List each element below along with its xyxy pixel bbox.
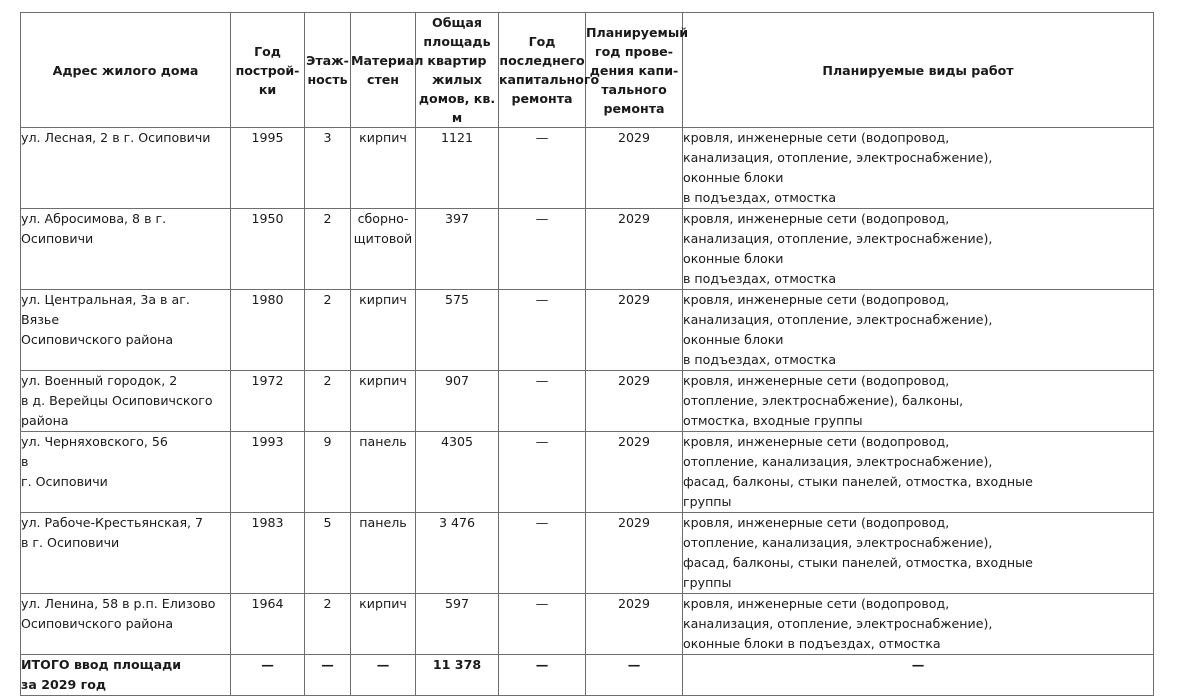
area-cell: 397 [416, 209, 499, 290]
text-line: кровля, инженерные сети (водопровод, [683, 434, 950, 449]
text-line: построй- [235, 62, 300, 78]
header-row [21, 13, 1154, 128]
wall-material-cell [351, 432, 416, 513]
area-cell: 1121 [416, 128, 499, 209]
works-cell [683, 209, 1154, 290]
text-line: Планируемые виды работ [822, 62, 1014, 78]
text-line: оконные блоки [683, 251, 784, 266]
text-line: канализация, отопление, электроснабжение), [683, 312, 993, 327]
header-floors [305, 13, 351, 128]
text-line: оконные блоки [683, 170, 784, 185]
total-label [21, 655, 231, 696]
text-line: ул. Черняховского, 56 [21, 434, 168, 449]
text-line: в подъездах, отмостка [683, 190, 837, 205]
year-built-cell: 1993 [231, 432, 305, 513]
text-line: Планируемый [586, 24, 689, 40]
wall-material-cell [351, 594, 416, 655]
text-line: тального [601, 81, 667, 97]
text-line: Адрес жилого дома [52, 62, 199, 78]
table-row [21, 513, 1154, 594]
text-line: за 2029 год [21, 677, 107, 692]
text-line: ул. Центральная, 3а в аг. Вязье [21, 292, 190, 327]
text-line: кирпич [359, 373, 407, 388]
text-line: г. Осиповичи [21, 474, 108, 489]
wall-material-cell [351, 290, 416, 371]
total-row [21, 655, 1154, 696]
year-built-cell: 1950 [231, 209, 305, 290]
text-line: ул. Военный городок, 2 [21, 373, 178, 388]
floors-cell: 2 [305, 290, 351, 371]
text-line: оконные блоки в подъездах, отмостка [683, 636, 941, 651]
area-cell: 597 [416, 594, 499, 655]
text-line: ул. Лесная, 2 в г. Осиповичи [21, 130, 211, 145]
planned-year-cell: 2029 [586, 513, 683, 594]
text-line: Год [254, 43, 281, 59]
text-line: кровля, инженерные сети (водопровод, [683, 515, 950, 530]
address-cell [21, 128, 231, 209]
text-line: фасад, балконы, стыки панелей, отмостка, входные [683, 474, 1033, 489]
text-line: квартир [427, 53, 487, 68]
text-line: кирпич [359, 596, 407, 611]
text-line: ул. Абросимова, 8 в г. Осиповичи [21, 211, 167, 246]
wall-material-cell [351, 371, 416, 432]
planned-year-cell: 2029 [586, 290, 683, 371]
table-row [21, 209, 1154, 290]
text-line: отопление, канализация, электроснабжение), [683, 535, 993, 550]
last-repair-cell: — [499, 128, 586, 209]
text-line: Общая [431, 15, 482, 30]
floors-cell: 2 [305, 594, 351, 655]
header-planned-year [586, 13, 689, 128]
text-line: кровля, инженерные сети (водопровод, [683, 373, 950, 388]
last-repair-cell: — [499, 290, 586, 371]
text-line: кровля, инженерные сети (водопровод, [683, 211, 950, 226]
header-last-repair [499, 13, 600, 128]
text-line: канализация, отопление, электроснабжение), [683, 231, 993, 246]
text-line: ул. Рабоче-Крестьянская, 7 [21, 515, 204, 530]
text-line: ул. Ленина, 58 в р.п. Елизово [21, 596, 216, 611]
address-cell [21, 594, 231, 655]
text-line: кирпич [359, 130, 407, 145]
text-line: год прове- [595, 43, 673, 59]
total-wall-material: — [351, 655, 416, 696]
works-cell [683, 594, 1154, 655]
text-line: кровля, инженерные сети (водопровод, [683, 596, 950, 611]
text-line: канализация, отопление, электроснабжение), [683, 616, 993, 631]
total-planned-year: — [586, 655, 683, 696]
floors-cell: 9 [305, 432, 351, 513]
text-line: в г. Осиповичи [21, 535, 120, 550]
table-row [21, 128, 1154, 209]
address-cell [21, 371, 231, 432]
total-works: — [683, 655, 1154, 696]
text-line: района [21, 413, 69, 428]
capital-repair-table [20, 12, 1154, 696]
table-row [21, 290, 1154, 371]
text-line: отмостка, входные группы [683, 413, 863, 428]
floors-cell: 3 [305, 128, 351, 209]
year-built-cell: 1972 [231, 371, 305, 432]
text-line: в д. Верейцы Осиповичского [21, 393, 213, 408]
area-cell: 4305 [416, 432, 499, 513]
last-repair-cell: — [499, 594, 586, 655]
year-built-cell: 1983 [231, 513, 305, 594]
text-line: отопление, канализация, электроснабжение), [683, 454, 993, 469]
text-line: последнего [499, 53, 585, 68]
header-year-built [231, 13, 305, 128]
text-line: в подъездах, отмостка [683, 352, 837, 367]
text-line: отопление, электроснабжение), балконы, [683, 393, 964, 408]
last-repair-cell: — [499, 513, 586, 594]
text-line: ки [258, 81, 277, 97]
text-line: Материал [351, 53, 424, 68]
planned-year-cell: 2029 [586, 371, 683, 432]
total-area: 11 378 [416, 655, 499, 696]
header-works [683, 13, 1154, 128]
last-repair-cell: — [499, 371, 586, 432]
text-line: жилых [431, 72, 483, 87]
text-line: панель [359, 434, 407, 449]
text-line: фасад, балконы, стыки панелей, отмостка, входные [683, 555, 1033, 570]
text-line: Осиповичского района [21, 616, 174, 631]
year-built-cell: 1964 [231, 594, 305, 655]
area-cell: 3 476 [416, 513, 499, 594]
last-repair-cell: — [499, 432, 586, 513]
planned-year-cell: 2029 [586, 209, 683, 290]
table-row [21, 594, 1154, 655]
text-line: капитального [499, 72, 600, 87]
last-repair-cell: — [499, 209, 586, 290]
text-line: стен [366, 72, 399, 87]
works-cell [683, 128, 1154, 209]
text-line: Этаж- [306, 53, 349, 68]
works-cell [683, 513, 1154, 594]
address-cell [21, 209, 231, 290]
address-cell [21, 432, 231, 513]
text-line: кровля, инженерные сети (водопровод, [683, 292, 950, 307]
year-built-cell: 1995 [231, 128, 305, 209]
address-cell [21, 513, 231, 594]
text-line: оконные блоки [683, 332, 784, 347]
text-line: сборно- [357, 211, 409, 226]
text-line: кирпич [359, 292, 407, 307]
area-cell: 575 [416, 290, 499, 371]
text-line: ность [307, 72, 348, 87]
works-cell [683, 371, 1154, 432]
text-line: щитовой [353, 231, 413, 246]
text-line: Год [528, 34, 556, 49]
works-cell [683, 290, 1154, 371]
text-line: дения капи- [589, 62, 679, 78]
table-row [21, 432, 1154, 513]
wall-material-cell [351, 128, 416, 209]
floors-cell: 2 [305, 209, 351, 290]
total-floors: — [305, 655, 351, 696]
works-cell [683, 432, 1154, 513]
total-year-built: — [231, 655, 305, 696]
text-line: площадь [423, 34, 491, 49]
header-wall-material [351, 13, 424, 128]
text-line: группы [683, 575, 732, 590]
year-built-cell: 1980 [231, 290, 305, 371]
area-cell: 907 [416, 371, 499, 432]
text-line: домов, кв. м [418, 91, 496, 125]
address-cell [21, 290, 231, 371]
text-line: кровля, инженерные сети (водопровод, [683, 130, 950, 145]
text-line: в подъездах, отмостка [683, 271, 837, 286]
wall-material-cell [351, 209, 416, 290]
text-line: ремонта [603, 100, 665, 116]
text-line: панель [359, 515, 407, 530]
text-line: канализация, отопление, электроснабжение), [683, 150, 993, 165]
table-row [21, 371, 1154, 432]
text-line: Осиповичского района [21, 332, 174, 347]
planned-year-cell: 2029 [586, 594, 683, 655]
floors-cell: 5 [305, 513, 351, 594]
text-line: ремонта [511, 91, 573, 106]
wall-material-cell [351, 513, 416, 594]
header-address [21, 13, 231, 128]
text-line: в [21, 454, 29, 469]
total-last-repair: — [499, 655, 586, 696]
planned-year-cell: 2029 [586, 432, 683, 513]
header-area [416, 13, 499, 128]
planned-year-cell: 2029 [586, 128, 683, 209]
text-line: ИТОГО ввод площади [21, 657, 182, 672]
text-line: группы [683, 494, 732, 509]
floors-cell: 2 [305, 371, 351, 432]
